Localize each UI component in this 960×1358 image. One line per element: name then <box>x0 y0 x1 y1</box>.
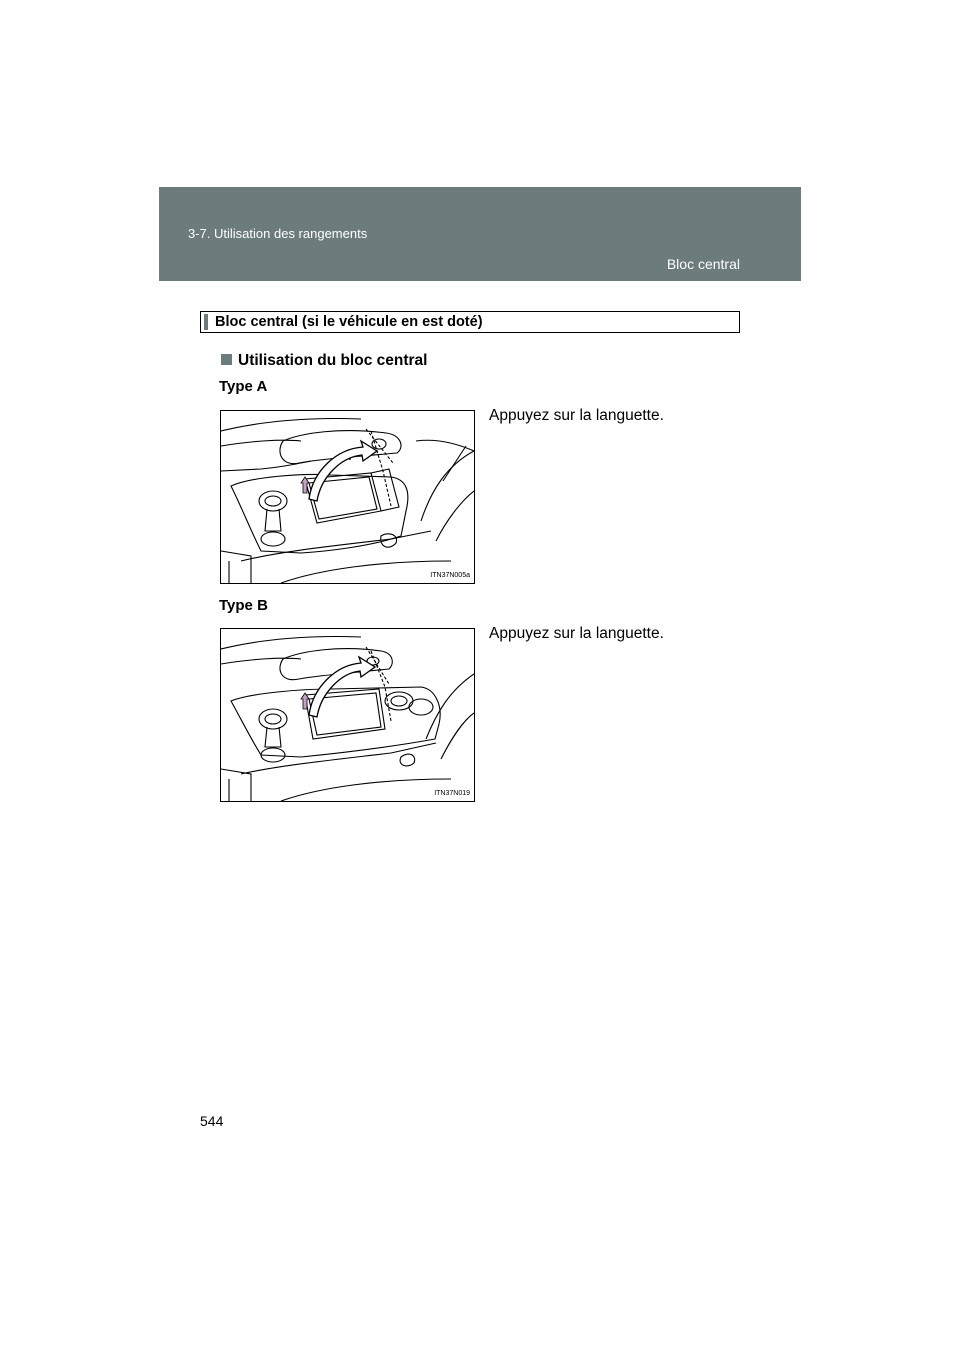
type-b-label: Type B <box>219 597 268 614</box>
section-heading: Bloc central (si le véhicule en est doté) <box>215 314 483 330</box>
figure-type-a <box>220 410 475 584</box>
section-title-header: Bloc central <box>666 256 740 272</box>
console-illustration-type-b <box>221 629 474 801</box>
chapter-title: 3-7. Utilisation des rangements <box>188 226 368 241</box>
type-a-label: Type A <box>219 378 268 395</box>
tab-push-arrow-icon <box>301 693 309 709</box>
square-bullet-icon <box>221 354 232 365</box>
page-number: 544 <box>200 1113 224 1129</box>
console-illustration-type-a <box>221 411 474 583</box>
figure-code-type-a: ITN37N005a <box>430 572 470 579</box>
section-marker <box>204 314 208 330</box>
lift-arrow-icon <box>309 441 377 501</box>
subheading <box>221 352 427 370</box>
instruction-type-a: Appuyez sur la languette. <box>489 407 664 424</box>
subheading-text: Utilisation du bloc central <box>238 352 428 369</box>
figure-type-b <box>220 628 475 802</box>
instruction-type-b: Appuyez sur la languette. <box>489 625 664 642</box>
lift-arrow-icon <box>309 657 375 717</box>
figure-code-type-b: ITN37N019 <box>434 790 470 797</box>
section-heading-box <box>200 311 740 333</box>
